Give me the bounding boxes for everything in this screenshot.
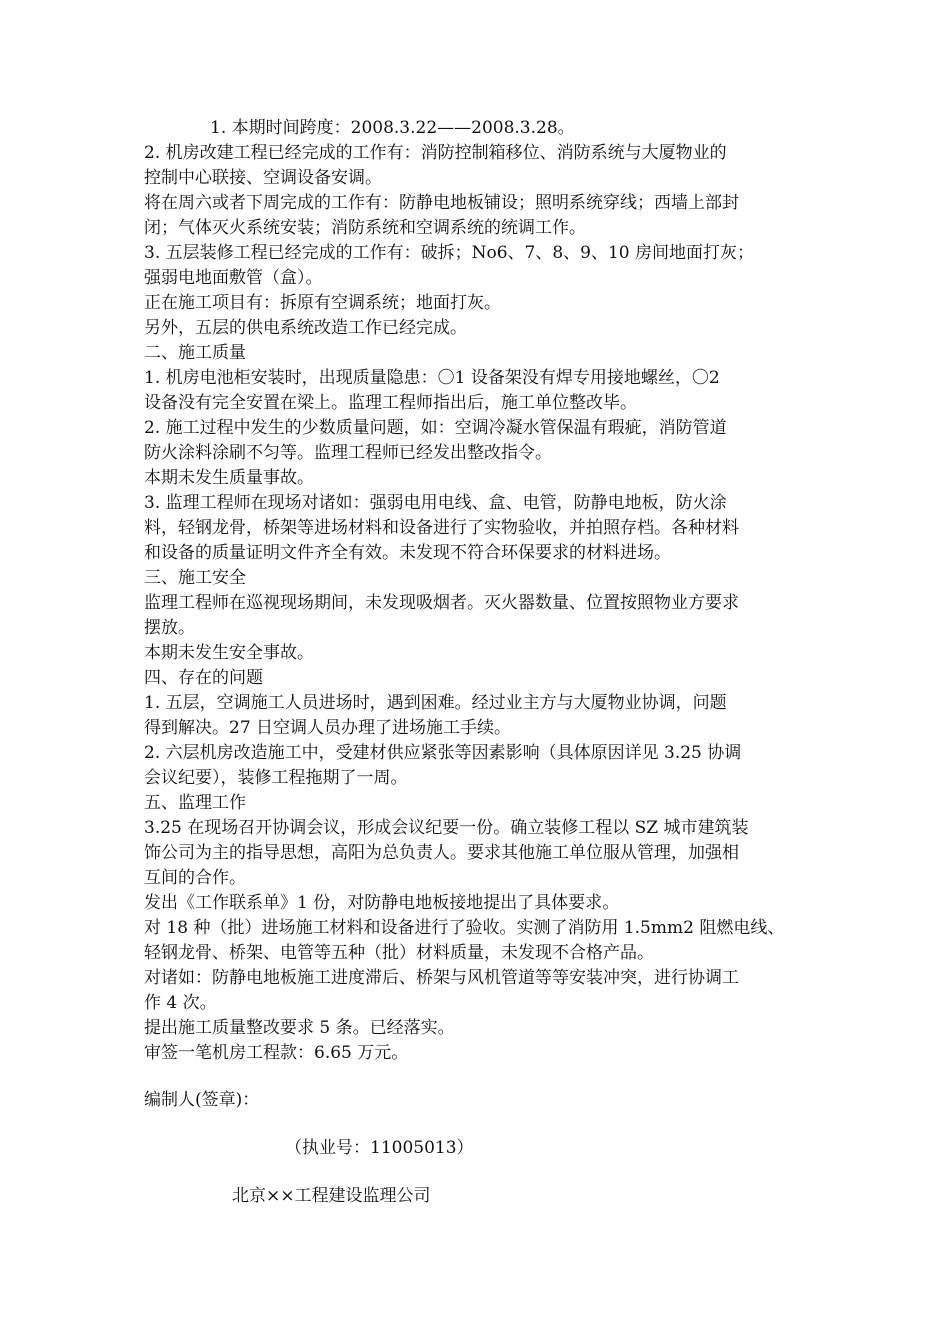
text-line: 强弱电地面敷管（盒）。 [144,268,323,288]
text-line: 2. 施工过程中发生的少数质量问题，如：空调冷凝水管保温有瑕疵，消防管道 [144,418,727,438]
section-heading-safety: 三、施工安全 [144,568,246,588]
text-line: 摆放。 [144,618,195,638]
license-number: （执业号：11005013） [285,1138,474,1158]
text-line: 对 18 种（批）进场施工材料和设备进行了验收。实测了消防用 1.5mm2 阻燃电线、 [144,918,785,938]
text-line-period: 1. 本期时间跨度：2008.3.22——2008.3.28。 [210,118,575,138]
text-line: 提出施工质量整改要求 5 条。已经落实。 [144,1018,455,1038]
text-line: 审签一笔机房工程款：6.65 万元。 [144,1043,409,1063]
text-line: 2. 机房改建工程已经完成的工作有：消防控制箱移位、消防系统与大厦物业的 [144,143,727,163]
text-line: 本期未发生质量事故。 [144,468,314,488]
text-line: 防火涂料涂刷不匀等。监理工程师已经发出整改指令。 [144,443,552,463]
text-line: 轻钢龙骨、桥架、电管等五种（批）材料质量，未发现不合格产品。 [144,943,654,963]
section-heading-quality: 二、施工质量 [144,343,246,363]
text-line: 作 4 次。 [144,993,217,1013]
text-line: 监理工程师在巡视现场期间，未发现吸烟者。灭火器数量、位置按照物业方要求 [144,593,739,613]
text-line: 1. 机房电池柜安装时，出现质量隐患：〇1 设备架没有焊专用接地螺丝，〇2 [144,368,720,388]
text-line: 互间的合作。 [144,868,246,888]
text-line: 2. 六层机房改造施工中，受建材供应紧张等因素影响（具体原因详见 3.25 协调 [144,743,742,763]
text-line: 对诸如：防静电地板施工进度滞后、桥架与风机管道等等安装冲突，进行协调工 [144,968,739,988]
section-heading-issues: 四、存在的问题 [144,668,263,688]
section-heading-supervision: 五、监理工作 [144,793,246,813]
company-name: 北京××工程建设监理公司 [232,1186,431,1206]
text-line: 3. 五层装修工程已经完成的工作有：破拆；No6、7、8、9、10 房间地面打灰； [144,243,755,263]
compiler-signature-label: 编制人(签章)： [144,1090,260,1110]
text-line: 将在周六或者下周完成的工作有：防静电地板铺设；照明系统穿线；西墙上部封 [144,193,739,213]
text-line: 料，轻钢龙骨，桥架等进场材料和设备进行了实物验收，并拍照存档。各种材料 [144,518,739,538]
report-body [144,116,810,1066]
text-line: 和设备的质量证明文件齐全有效。未发现不符合环保要求的材料进场。 [144,543,671,563]
text-line: 另外，五层的供电系统改造工作已经完成。 [144,318,467,338]
text-line: 控制中心联接、空调设备安调。 [144,168,382,188]
text-line: 3. 监理工程师在现场对诸如：强弱电用电线、盒、电管，防静电地板，防火涂 [144,493,727,513]
text-line: 发出《工作联系单》1 份，对防静电地板接地提出了具体要求。 [144,893,620,913]
text-line: 设备没有完全安置在梁上。监理工程师指出后，施工单位整改毕。 [144,393,637,413]
text-line: 饰公司为主的指导思想，高阳为总负责人。要求其他施工单位服从管理，加强相 [144,843,739,863]
text-line: 3.25 在现场召开协调会议，形成会议纪要一份。确立装修工程以 SZ 城市建筑装 [144,818,749,838]
text-line: 1. 五层，空调施工人员进场时，遇到困难。经过业主方与大厦物业协调，问题 [144,693,727,713]
text-line: 正在施工项目有：拆原有空调系统；地面打灰。 [144,293,501,313]
text-line: 得到解决。27 日空调人员办理了进场施工手续。 [144,718,512,738]
text-line: 闭；气体灭火系统安装；消防系统和空调系统的统调工作。 [144,218,586,238]
text-line: 本期未发生安全事故。 [144,643,314,663]
text-line: 会议纪要），装修工程拖期了一周。 [144,768,408,788]
